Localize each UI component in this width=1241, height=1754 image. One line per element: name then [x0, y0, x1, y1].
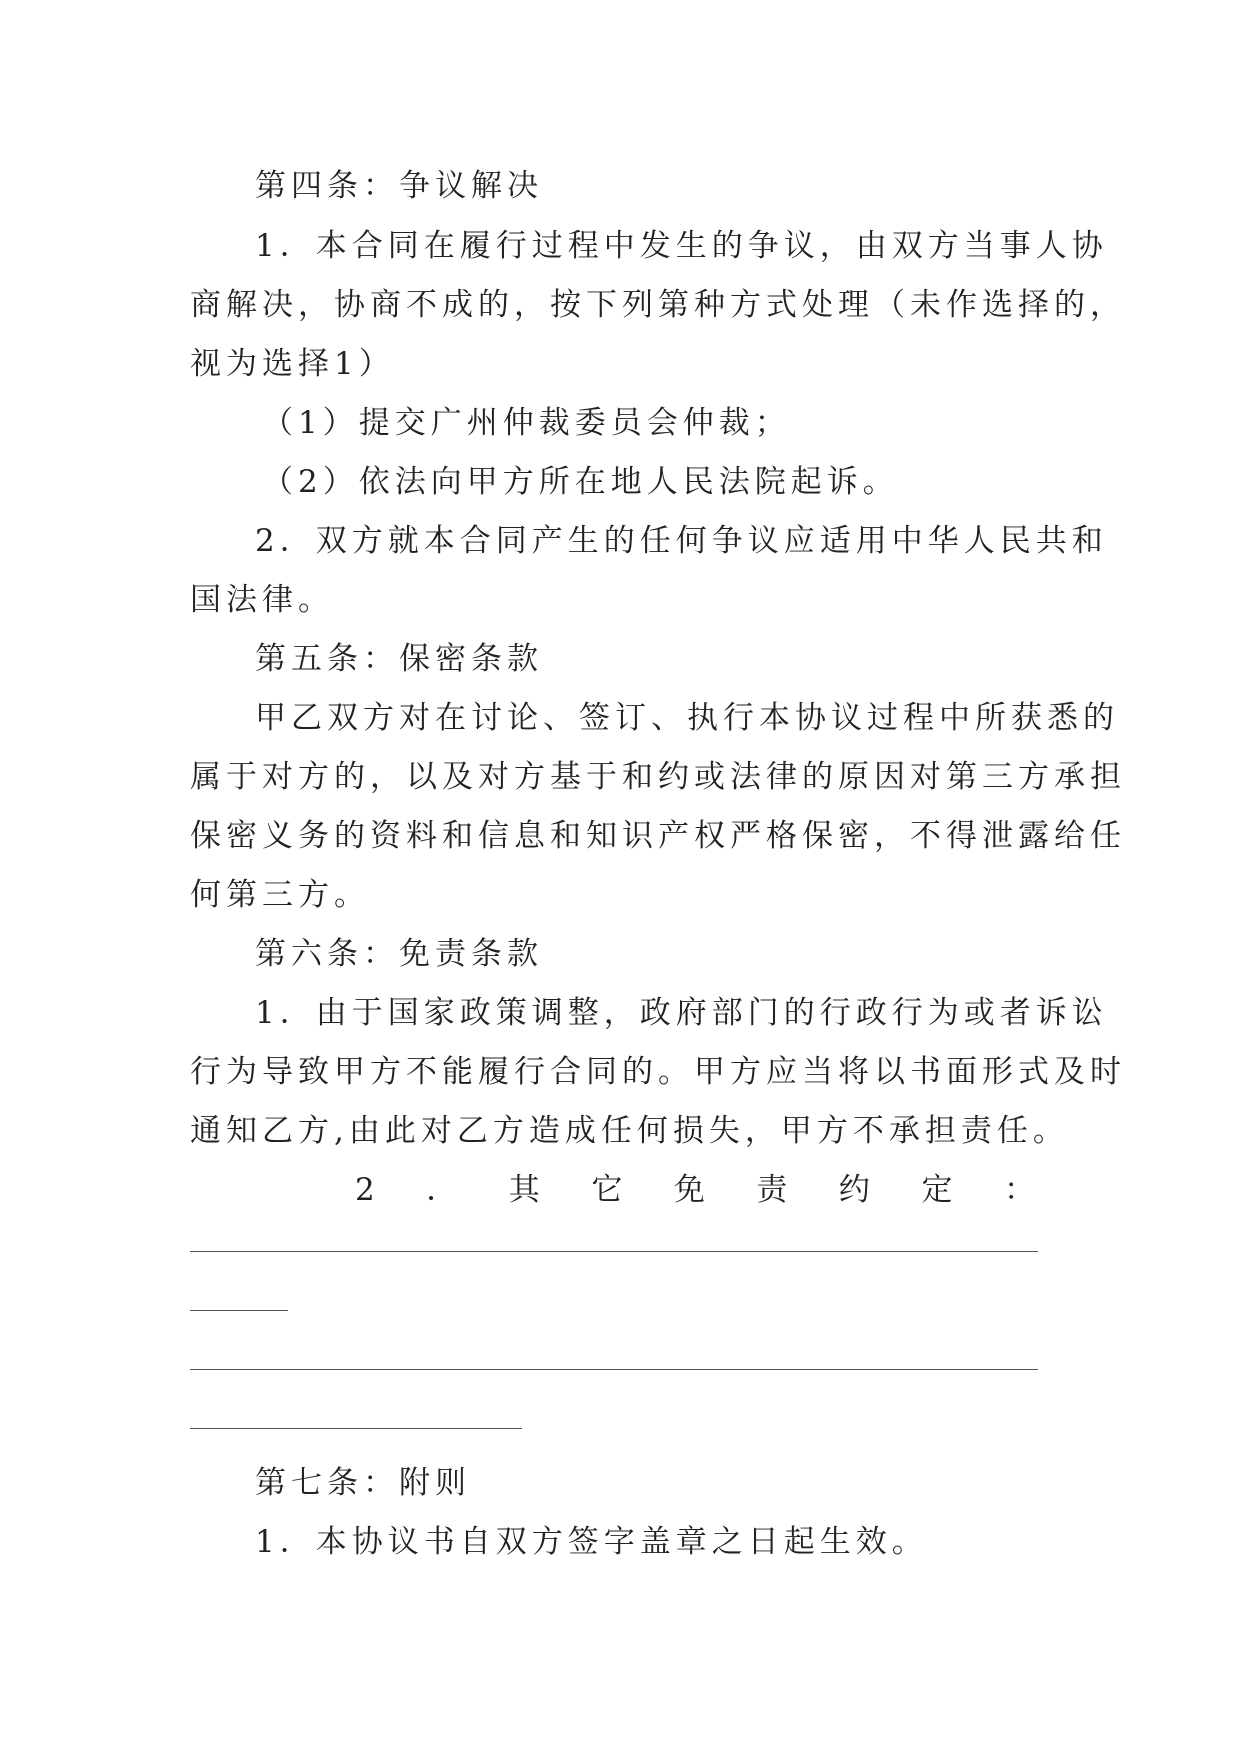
article-4-p1-line-1: 1．本合同在履行过程中发生的争议，由双方当事人协	[255, 228, 1108, 264]
article-4-option-2: （2）依法向甲方所在地人民法院起诉。	[262, 464, 899, 500]
article-5-p1-line-2: 属于对方的，以及对方基于和约或法律的原因对第三方承担	[190, 759, 1126, 795]
article-4-p2-line-1: 2．双方就本合同产生的任何争议应适用中华人民共和	[255, 523, 1108, 559]
article-5-p1-line-3: 保密义务的资料和信息和知识产权严格保密，不得泄露给任	[190, 818, 1126, 854]
article-4-option-1: （1）提交广州仲裁委员会仲裁；	[262, 405, 791, 441]
blank-line-2	[190, 1310, 288, 1311]
article-6-p2-char-9: ：	[1003, 1172, 1035, 1208]
article-6-p2-char-2: ．	[426, 1172, 458, 1208]
article-6-p2-char-6: 责	[756, 1172, 788, 1208]
article-6-p2-char-4: 它	[591, 1172, 623, 1208]
article-4-heading: 第四条：争议解决	[255, 168, 543, 204]
article-6-p2-char-7: 约	[838, 1172, 870, 1208]
article-5-p1-line-4: 何第三方。	[190, 877, 370, 913]
blank-line-4	[190, 1428, 522, 1429]
article-4-p1-line-2: 商解决，协商不成的，按下列第种方式处理（未作选择的，	[190, 287, 1126, 323]
article-5-heading: 第五条：保密条款	[255, 641, 543, 677]
article-6-p2-char-5: 免	[673, 1172, 705, 1208]
article-7-heading: 第七条：附则	[255, 1465, 471, 1501]
article-6-p1-line-2: 行为导致甲方不能履行合同的。甲方应当将以书面形式及时	[190, 1054, 1126, 1090]
article-6-p2-char-3: 其	[508, 1172, 540, 1208]
article-7-p1: 1．本协议书自双方签字盖章之日起生效。	[255, 1524, 928, 1560]
blank-line-1	[190, 1251, 1038, 1252]
article-6-p1-line-3: 通知乙方,由此对乙方造成任何损失，甲方不承担责任。	[190, 1113, 1069, 1149]
article-4-p2-line-2: 国法律。	[190, 582, 334, 618]
article-6-p2-char-1: 2	[355, 1172, 375, 1208]
article-4-p1-line-3: 视为选择1）	[190, 346, 395, 382]
article-6-p2-line	[355, 1170, 1035, 1210]
article-6-p2-char-8: 定	[921, 1172, 953, 1208]
article-6-heading: 第六条：免责条款	[255, 936, 543, 972]
article-6-p1-line-1: 1．由于国家政策调整，政府部门的行政行为或者诉讼	[255, 995, 1108, 1031]
blank-line-3	[190, 1369, 1038, 1370]
article-5-p1-line-1: 甲乙双方对在讨论、签订、执行本协议过程中所获悉的	[255, 700, 1119, 736]
